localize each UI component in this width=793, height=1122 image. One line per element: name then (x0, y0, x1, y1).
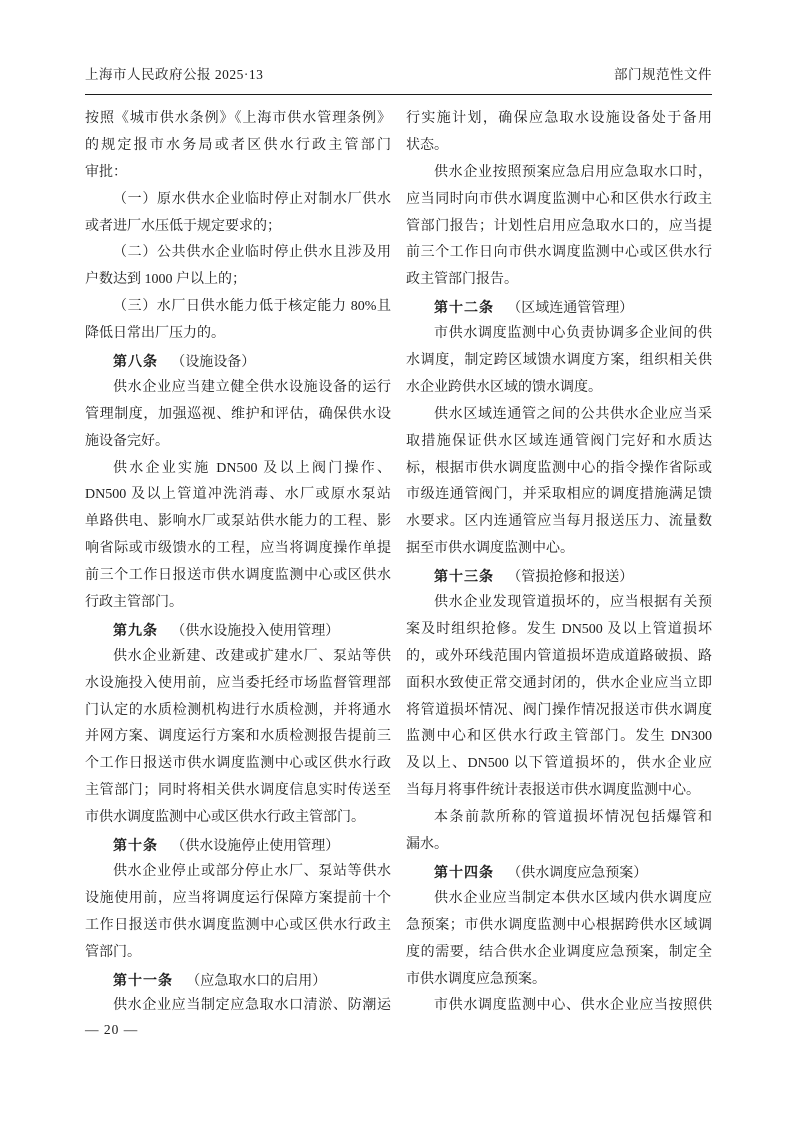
page-number: — 20 — (85, 1022, 139, 1037)
text-line: 户数达到 1000 户以上的； (85, 272, 246, 288)
text-line: 供水企业新建、改建或扩建水厂、泵站等供 (113, 648, 391, 664)
text-line: 供水企业按照预案应急启用应急取水口时， (434, 164, 712, 180)
text-line: 供水企业停止或部分停止水厂、泵站等供水 (113, 863, 391, 879)
text-line: 供水区域连通管之间的公共供水企业应当采 (434, 406, 712, 422)
article-title: （区域连通管管理） (507, 301, 634, 317)
article-title: （管损抢修和报送） (507, 570, 634, 586)
text-line: 监测中心和区供水行政主管部门。发生 DN300 (406, 729, 712, 745)
page-header (85, 63, 712, 83)
article-heading (85, 832, 391, 859)
text-columns (85, 106, 712, 1020)
text-line: 状态。 (406, 137, 448, 153)
text-line: 度的需要，结合供水企业调度应急预案，制定全 (406, 944, 712, 960)
article-title: （供水调度应急预案） (507, 865, 648, 881)
article-number: 第十一条 (113, 971, 173, 988)
text-line: 市级连通管阀门，并采取相应的调度措施满足馈 (406, 487, 712, 503)
text-line: 降低日常出厂压力的。 (85, 326, 225, 342)
text-line: 的规定报市水务局或者区供水行政主管部门 (85, 137, 391, 153)
text-line: 行实施计划，确保应急取水设施设备处于备用 (406, 111, 712, 126)
text-line: 市供水调度应急预案。 (406, 971, 546, 987)
text-line: 设施使用前，应当将调度运行保障方案提前十个 (85, 890, 391, 906)
text-line: 将管道损坏情况、阀门操作情况报送市供水调度 (406, 702, 712, 718)
text-line: 管部门。 (85, 944, 141, 960)
text-line: 个工作日报送市供水调度监测中心或区供水行政 (85, 756, 391, 772)
text-line: 主管部门；同时将相关供水调度信息实时传送至 (85, 783, 391, 799)
text-line: 漏水。 (406, 837, 448, 853)
text-line: 施设备完好。 (85, 433, 169, 449)
text-line: 或者进厂水压低于规定要求的； (85, 218, 281, 234)
page-footer (85, 1022, 138, 1038)
right-column (406, 106, 712, 1020)
text-line: 供水企业应当建立健全供水设施设备的运行 (113, 379, 391, 395)
text-line: （一）原水供水企业临时停止对制水厂供水 (113, 191, 391, 207)
text-line: 行政主管部门。 (85, 595, 183, 611)
article-heading (406, 294, 712, 321)
text-line: 当每月将事件统计表报送市供水调度监测中心。 (406, 783, 700, 799)
article-heading (85, 348, 391, 375)
text-line: 供水企业发现管道损坏的，应当根据有关预 (434, 595, 712, 611)
text-line: DN500 及以上管道冲洗消毒、水厂或原水泵站 (85, 487, 391, 503)
article-number: 第十条 (113, 837, 158, 854)
text-line: 响省际或市级馈水的工程，应当将调度操作单提 (85, 541, 391, 557)
article-number: 第八条 (113, 353, 158, 370)
text-line: 供水企业实施 DN500 及以上阀门操作、 (113, 460, 391, 476)
article-number: 第九条 (113, 621, 158, 638)
text-line: 取措施保证供水区域连通管阀门完好和水质达 (406, 433, 712, 449)
text-line: 案及时组织抢修。发生 DN500 及以上管道损坏 (406, 621, 712, 637)
text-line: 应当同时向市供水调度监测中心和区供水行政主 (406, 191, 712, 207)
text-line: 的，或外环线范围内管道损坏造成道路破损、路 (406, 648, 712, 664)
text-line: 按照《城市供水条例》《上海市供水管理条例》 (85, 111, 391, 126)
article-title: （供水设施投入使用管理） (171, 623, 340, 639)
text-line: 本条前款所称的管道损坏情况包括爆管和 (434, 810, 712, 826)
article-heading (406, 563, 712, 590)
text-line: 市供水调度监测中心、供水企业应当按照供 (434, 998, 712, 1014)
header-gazette-title: 上海市人民政府公报 2025·13 (85, 67, 264, 82)
article-heading (85, 617, 391, 644)
article-title: （设施设备） (171, 355, 256, 371)
article-title: （供水设施停止使用管理） (171, 839, 340, 855)
text-line: 管理制度，加强巡视、维护和评估，确保供水设 (85, 406, 391, 422)
text-line: 单路供电、影响水厂或泵站供水能力的工程、影 (85, 514, 391, 530)
text-line: 管部门报告；计划性启用应急取水口的，应当提 (406, 218, 712, 234)
text-line: 政主管部门报告。 (406, 272, 518, 288)
left-column (85, 106, 391, 1020)
header-section-label: 部门规范性文件 (614, 67, 712, 82)
text-line: 前三个工作日报送市供水调度监测中心或区供水 (85, 568, 391, 584)
article-heading (406, 859, 712, 886)
text-line: 水设施投入使用前，应当委托经市场监督管理部 (85, 675, 391, 691)
text-line: 据至市供水调度监测中心。 (406, 541, 574, 557)
text-line: （二）公共供水企业临时停止供水且涉及用 (113, 245, 391, 261)
text-line: 水企业跨供水区域的馈水调度。 (406, 379, 602, 395)
text-line: 标，根据市供水调度监测中心的指令操作省际或 (406, 460, 712, 476)
text-line: 市供水调度监测中心或区供水行政主管部门。 (85, 810, 365, 826)
article-number: 第十三条 (434, 568, 494, 585)
text-line: 并网方案、调度运行方案和水质检测报告提前三 (85, 729, 391, 745)
header-rule (85, 94, 712, 95)
text-line: 审批： (85, 164, 127, 180)
text-line: 面积水致使正常交通封闭的，供水企业应当立即 (406, 675, 712, 691)
text-line: 市供水调度监测中心负责协调多企业间的供 (434, 326, 712, 342)
article-heading (85, 967, 391, 994)
text-line: 前三个工作日向市供水调度监测中心或区供水行 (406, 245, 712, 261)
article-title: （应急取水口的启用） (186, 973, 327, 989)
text-line: （三）水厂日供水能力低于核定能力 80%且 (113, 299, 391, 315)
text-line: 及以上、DN500 以下管道损坏的，供水企业应 (406, 756, 712, 772)
text-line: 供水企业应当制定本供水区域内供水调度应 (434, 890, 712, 906)
text-line: 水要求。区内连通管应当每月报送压力、流量数 (406, 514, 712, 530)
text-line: 门认定的水质检测机构进行水质检测，并将通水 (85, 702, 391, 718)
article-number: 第十二条 (434, 299, 494, 316)
text-line: 工作日报送市供水调度监测中心或区供水行政主 (85, 917, 391, 933)
text-line: 水调度，制定跨区域馈水调度方案，组织相关供 (406, 353, 712, 369)
article-number: 第十四条 (434, 863, 494, 880)
text-line: 供水企业应当制定应急取水口清淤、防潮运 (113, 998, 391, 1014)
text-line: 急预案；市供水调度监测中心根据跨供水区域调 (406, 917, 712, 933)
